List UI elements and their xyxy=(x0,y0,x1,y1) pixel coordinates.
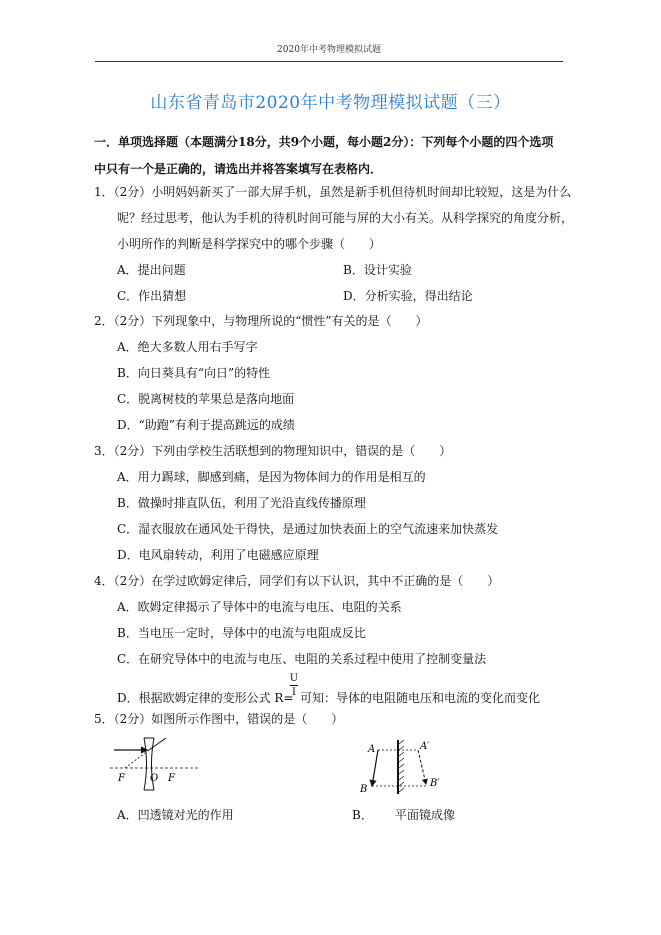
header-rule xyxy=(95,61,563,62)
label-b-prime: B′ xyxy=(430,778,440,789)
refracted-ray xyxy=(149,738,166,750)
q2-stem: 2．（2分）下列现象中，与物理所说的“惯性”有关的是（ ） xyxy=(94,314,428,328)
q3-option-d: D．电风扇转动，利用了电磁感应原理 xyxy=(117,548,319,562)
q1-stem-line2: 呢？经过思考，他认为手机的待机时间可能与屏的大小有关。从科学探究的角度分析， xyxy=(117,211,574,225)
q1-stem-line1: 1．（2分）小明妈妈新买了一部大屏手机，虽然是新手机但待机时间却比较短，这是为什么 xyxy=(94,185,572,199)
q3-option-c: C．湿衣服放在通风处干得快，是通过加快表面上的空气流速来加快蒸发 xyxy=(117,522,499,536)
q3-stem: 3．（2分）下列由学校生活联想到的物理知识中，错误的是（ ） xyxy=(94,444,452,458)
label-o: O xyxy=(150,773,159,784)
image-arrow xyxy=(418,750,426,784)
object-arrow xyxy=(372,750,378,786)
label-a-prime: A′ xyxy=(420,741,430,752)
fraction-numerator: U xyxy=(289,673,299,684)
label-f-right: F xyxy=(168,773,175,784)
q2-option-b: B．向日葵具有“向日”的特性 xyxy=(117,366,271,380)
label-f-left: F xyxy=(118,773,125,784)
q2-option-c: C．脱离树枝的苹果总是落向地面 xyxy=(117,392,295,406)
page-title: 山东省青岛市2020年中考物理模拟试题（三） xyxy=(150,93,511,113)
q4-option-c: C．在研究导体中的电流与电压、电阻的关系过程中使用了控制变量法 xyxy=(117,652,487,666)
label-a: A xyxy=(368,744,376,755)
q1-option-d: D．分析实验，得出结论 xyxy=(343,289,473,303)
q1-option-b: B．设计实验 xyxy=(343,263,412,277)
q5-option-b-letter: B． xyxy=(352,808,373,822)
q4-option-d-pre: D．根据欧姆定律的变形公式 R= xyxy=(117,691,294,705)
section-instructions-line2: 中只有一个是正确的，请选出并将答案填写在表格内． xyxy=(94,162,383,176)
figure-plane-mirror xyxy=(360,738,460,796)
q1-stem-line3: 小明所作的判断是科学探究中的哪个步骤（ ） xyxy=(117,237,382,251)
q2-option-a: A．绝大多数人用右手写字 xyxy=(117,340,258,354)
q4-option-b: B．当电压一定时，导体中的电流与电阻成反比 xyxy=(117,626,366,640)
label-b: B xyxy=(360,784,368,795)
formula-fraction xyxy=(289,672,299,699)
q3-option-b: B．做操时排直队伍，利用了光沿直线传播原理 xyxy=(117,496,366,510)
q1-option-c: C．作出猜想 xyxy=(117,289,187,303)
q4-option-d-post: 可知：导体的电阻随电压和电流的变化而变化 xyxy=(300,691,541,705)
q5-stem: 5．（2分）如图所示作图中，错误的是（ ） xyxy=(94,712,344,726)
q4-option-a: A．欧姆定律揭示了导体中的电流与电压、电阻的关系 xyxy=(117,600,402,614)
q5-option-a: A．凹透镜对光的作用 xyxy=(117,808,234,822)
mirror-hatching xyxy=(399,740,404,792)
section-instructions-line1: 一．单项选择题（本题满分18分，共9个小题，每小题2分）：下列每个小题的四个选项 xyxy=(94,135,554,149)
q1-option-a: A．提出问题 xyxy=(117,263,186,277)
fraction-denominator: I xyxy=(292,687,296,698)
q5-option-b-text: 平面镜成像 xyxy=(395,808,456,822)
extension-line xyxy=(125,750,149,768)
q3-option-a: A．用力踢球，脚感到痛，是因为物体间力的作用是相互的 xyxy=(117,470,426,484)
q2-option-d: D．“助跑”有利于提高跳远的成绩 xyxy=(117,418,295,432)
figure-concave-lens xyxy=(110,734,200,792)
running-header: 2020年中考物理模拟试题 xyxy=(277,45,381,55)
q4-stem: 4．（2分）在学过欧姆定律后，同学们有以下认识，其中不正确的是（ ） xyxy=(94,574,500,588)
